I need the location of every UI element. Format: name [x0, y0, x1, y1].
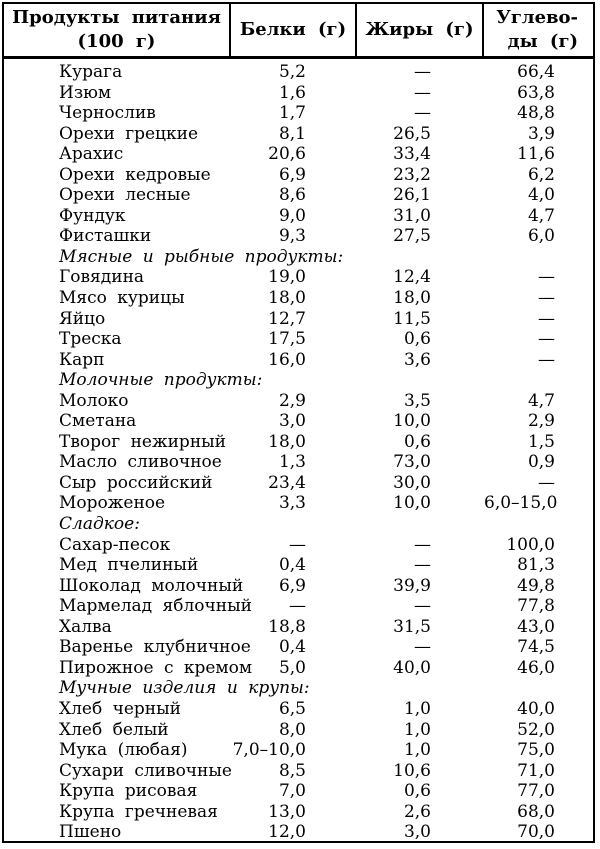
fat-value: 10,0 [393, 411, 431, 432]
product-name: Орехи грецкие [59, 123, 198, 144]
header-protein-label: Белки (г) [239, 19, 347, 40]
carbs-value: — [538, 329, 555, 350]
carbs-value: 6,0–15,0 [484, 493, 558, 514]
protein-value: 2,9 [278, 390, 306, 411]
table-row [4, 411, 593, 432]
protein-value: 20,6 [268, 144, 306, 165]
table-row [4, 103, 593, 124]
protein-value: 6,9 [278, 575, 306, 596]
fat-value: 73,0 [393, 452, 431, 473]
carbs-value: 48,8 [517, 103, 555, 124]
carbs-value: — [538, 472, 555, 493]
protein-value: 5,2 [278, 62, 306, 82]
section-row [4, 678, 593, 699]
header-products-line1: Продукты питания [12, 7, 221, 28]
protein-value: 7,0 [278, 781, 306, 802]
carbs-value: 6,0 [527, 226, 555, 247]
carbs-value: — [538, 349, 555, 370]
table-row [4, 535, 593, 556]
protein-value: 6,5 [278, 698, 306, 719]
fat-value: — [414, 637, 431, 658]
product-name: Орехи лесные [59, 185, 191, 206]
protein-value: 13,0 [268, 801, 306, 822]
section-row [4, 370, 593, 391]
carbs-value: — [538, 267, 555, 288]
protein-value: 18,0 [268, 431, 306, 452]
fat-value: — [414, 555, 431, 576]
table-row [4, 432, 593, 453]
fat-value: 1,0 [403, 740, 431, 761]
product-name: Хлеб черный [59, 698, 181, 719]
product-name: Варенье клубничное [59, 637, 251, 658]
table-row [4, 391, 593, 412]
table-row [4, 720, 593, 741]
carbs-value: 0,9 [527, 452, 555, 473]
fat-value: — [414, 82, 431, 103]
fat-value: 2,6 [403, 801, 431, 822]
header-products-line2: (100 г) [77, 31, 156, 52]
product-name: Крупа гречневая [59, 801, 218, 822]
table-row [4, 596, 593, 617]
product-name: Шоколад молочный [59, 575, 244, 596]
table-row [4, 144, 593, 165]
fat-value: — [414, 103, 431, 124]
product-name: Творог нежирный [59, 431, 227, 452]
fat-value: 1,0 [403, 719, 431, 740]
carbs-value: 4,7 [527, 390, 555, 411]
product-name: Яйцо [59, 308, 106, 329]
table-row [4, 206, 593, 227]
table-row [4, 493, 593, 514]
protein-value: 12,0 [268, 822, 306, 843]
product-name: Фундук [59, 205, 126, 226]
table-row [4, 452, 593, 473]
carbs-value: 70,0 [517, 822, 555, 843]
table-row [4, 329, 593, 350]
product-name: Пшено [59, 822, 122, 843]
fat-value: 10,0 [393, 493, 431, 514]
product-name: Карп [59, 349, 105, 370]
carbs-value: 46,0 [517, 657, 555, 678]
protein-value: 1,7 [278, 103, 306, 124]
product-name: Мармелад яблочный [59, 596, 252, 617]
carbs-value: 81,3 [517, 555, 555, 576]
table-row [4, 226, 593, 247]
protein-value: 8,0 [278, 719, 306, 740]
table-row [4, 165, 593, 186]
table-row [4, 699, 593, 720]
section-row [4, 514, 593, 535]
protein-value: — [289, 596, 306, 617]
carbs-value: 2,9 [527, 411, 555, 432]
fat-value: — [414, 534, 431, 555]
product-name: Изюм [59, 82, 112, 103]
carbs-value: 4,7 [527, 205, 555, 226]
protein-value: 1,3 [278, 452, 306, 473]
table-row [4, 781, 593, 802]
table-row [4, 185, 593, 206]
table-row [4, 288, 593, 309]
product-name: Сухари сливочные [59, 760, 232, 781]
carbs-value: 68,0 [517, 801, 555, 822]
table-row [4, 473, 593, 494]
fat-value: 3,0 [403, 822, 431, 843]
protein-value: 9,0 [278, 205, 306, 226]
table-row [4, 617, 593, 638]
fat-value: 27,5 [393, 226, 431, 247]
fat-value: 33,4 [393, 144, 431, 165]
fat-value: 31,5 [393, 616, 431, 637]
protein-value: 5,0 [278, 657, 306, 678]
fat-value: 39,9 [393, 575, 431, 596]
table-body [4, 59, 593, 843]
fat-value: 11,5 [393, 308, 431, 329]
fat-value: 0,6 [403, 781, 431, 802]
table-row [4, 761, 593, 782]
protein-value: 6,9 [278, 164, 306, 185]
table-row [4, 124, 593, 145]
protein-value: 18,8 [268, 616, 306, 637]
header-carbs-line2: ды (г) [507, 31, 578, 52]
product-name: Орехи кедровые [59, 164, 211, 185]
carbs-value: — [538, 308, 555, 329]
carbs-value: 6,2 [527, 164, 555, 185]
section-title: Мясные и рыбные продукты: [59, 246, 344, 267]
protein-value: 9,3 [278, 226, 306, 247]
protein-value: 8,1 [278, 123, 306, 144]
carbs-value: 100,0 [506, 534, 555, 555]
product-name: Фисташки [59, 226, 152, 247]
product-name: Мед пчелиный [59, 555, 199, 576]
table-row [4, 309, 593, 330]
fat-value: 23,2 [393, 164, 431, 185]
carbs-value: 11,6 [517, 144, 555, 165]
header-products [4, 4, 231, 56]
product-name: Курага [59, 62, 123, 82]
protein-value: — [289, 534, 306, 555]
carbs-value: 75,0 [517, 740, 555, 761]
table-row [4, 576, 593, 597]
carbs-value: 40,0 [517, 698, 555, 719]
carbs-value: 43,0 [517, 616, 555, 637]
protein-value: 0,4 [278, 555, 306, 576]
protein-value: 12,7 [268, 308, 306, 329]
protein-value: 7,0–10,0 [232, 740, 306, 761]
table-row [4, 62, 593, 83]
product-name: Сметана [59, 411, 137, 432]
product-name: Пирожное с кремом [59, 657, 253, 678]
fat-value: 31,0 [393, 205, 431, 226]
fat-value: 0,6 [403, 329, 431, 350]
table-row [4, 822, 593, 843]
protein-value: 3,3 [278, 493, 306, 514]
fat-value: 26,1 [393, 185, 431, 206]
fat-value: 30,0 [393, 472, 431, 493]
table-row [4, 267, 593, 288]
fat-value: — [414, 596, 431, 617]
fat-value: 3,5 [403, 390, 431, 411]
protein-value: 19,0 [268, 267, 306, 288]
product-name: Говядина [59, 267, 145, 288]
table-row [4, 350, 593, 371]
protein-value: 23,4 [268, 472, 306, 493]
section-title: Мучные изделия и крупы: [59, 678, 310, 699]
carbs-value: — [538, 288, 555, 309]
carbs-value: 52,0 [517, 719, 555, 740]
fat-value: 26,5 [393, 123, 431, 144]
table-row [4, 740, 593, 761]
product-name: Молоко [59, 390, 129, 411]
header-carbs-line1: Углево- [496, 7, 578, 28]
product-name: Крупа рисовая [59, 781, 198, 802]
fat-value: 3,6 [403, 349, 431, 370]
protein-value: 18,0 [268, 288, 306, 309]
header-protein [231, 4, 357, 56]
product-name: Мороженое [59, 493, 166, 514]
fat-value: 18,0 [393, 288, 431, 309]
table-header-row [4, 4, 593, 59]
table-row [4, 637, 593, 658]
product-name: Масло сливочное [59, 452, 222, 473]
fat-value: 0,6 [403, 431, 431, 452]
carbs-value: 77,8 [517, 596, 555, 617]
carbs-value: 74,5 [517, 637, 555, 658]
fat-value: 1,0 [403, 698, 431, 719]
product-name: Мясо курицы [59, 288, 185, 309]
header-fat-label: Жиры (г) [365, 19, 474, 40]
product-name: Чернослив [59, 103, 156, 124]
product-name: Халва [59, 616, 112, 637]
protein-value: 8,5 [278, 760, 306, 781]
carbs-value: 77,0 [517, 781, 555, 802]
product-name: Арахис [59, 144, 124, 165]
protein-value: 0,4 [278, 637, 306, 658]
protein-value: 8,6 [278, 185, 306, 206]
nutrition-table [2, 2, 595, 843]
protein-value: 16,0 [268, 349, 306, 370]
table-row [4, 658, 593, 679]
protein-value: 17,5 [268, 329, 306, 350]
header-fat [357, 4, 484, 56]
carbs-value: 1,5 [527, 431, 555, 452]
carbs-value: 71,0 [517, 760, 555, 781]
section-title: Сладкое: [59, 514, 140, 535]
table-row [4, 555, 593, 576]
carbs-value: 3,9 [527, 123, 555, 144]
product-name: Мука (любая) [59, 740, 188, 761]
fat-value: 10,6 [393, 760, 431, 781]
section-title: Молочные продукты: [59, 370, 263, 391]
product-name: Треска [59, 329, 122, 350]
carbs-value: 49,8 [517, 575, 555, 596]
product-name: Сыр российский [59, 472, 213, 493]
product-name: Хлеб белый [59, 719, 169, 740]
fat-value: 40,0 [393, 657, 431, 678]
carbs-value: 63,8 [517, 82, 555, 103]
product-name: Сахар-песок [59, 534, 171, 555]
table-row [4, 802, 593, 823]
table-row [4, 83, 593, 104]
carbs-value: 4,0 [527, 185, 555, 206]
header-carbs [484, 4, 593, 56]
fat-value: 12,4 [393, 267, 431, 288]
carbs-value: 66,4 [517, 62, 555, 82]
section-row [4, 247, 593, 268]
protein-value: 1,6 [278, 82, 306, 103]
protein-value: 3,0 [278, 411, 306, 432]
fat-value: — [414, 62, 431, 82]
